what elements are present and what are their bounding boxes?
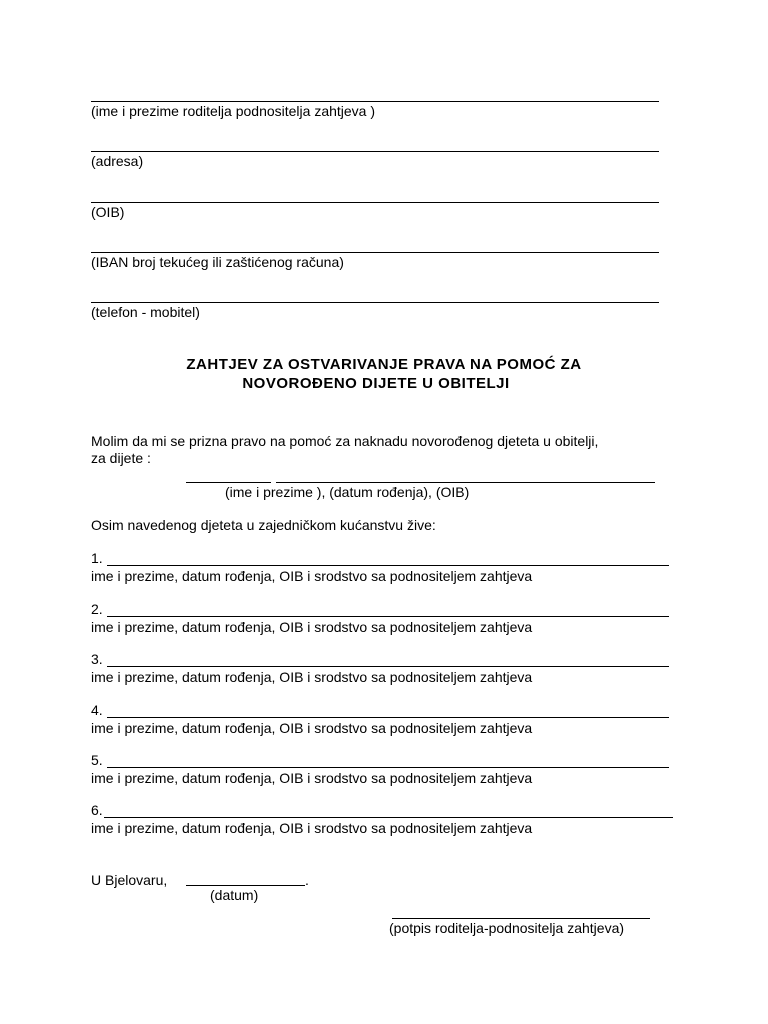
member-2-line[interactable]	[107, 616, 669, 617]
place-label: U Bjelovaru,	[91, 872, 168, 888]
member-4-caption: ime i prezime, datum rođenja, OIB i srodstvo sa podnositeljem zahtjeva	[91, 720, 533, 736]
phone-line[interactable]	[91, 302, 659, 303]
member-2-caption: ime i prezime, datum rođenja, OIB i srodstvo sa podnositeljem zahtjeva	[91, 619, 533, 635]
member-3-number: 3.	[91, 651, 103, 667]
signature-caption: (potpis roditelja-podnositelja zahtjeva)	[389, 920, 625, 936]
member-1-line[interactable]	[107, 565, 669, 566]
member-6-line[interactable]	[104, 817, 673, 818]
date-line[interactable]	[186, 885, 305, 886]
oib-line[interactable]	[91, 202, 659, 203]
member-5-number: 5.	[91, 752, 103, 768]
request-text-line-2: za dijete :	[91, 450, 151, 466]
member-3-caption: ime i prezime, datum rođenja, OIB i srodstvo sa podnositeljem zahtjeva	[91, 669, 533, 685]
request-text-line-1: Molim da mi se prizna pravo na pomoć za naknadu novorođenog djeteta u obitelji,	[91, 433, 599, 449]
member-5-caption: ime i prezime, datum rođenja, OIB i srodstvo sa podnositeljem zahtjeva	[91, 770, 533, 786]
child-name-line[interactable]	[186, 482, 271, 483]
iban-label: (IBAN broj tekućeg ili zaštićenog računa)	[91, 254, 344, 270]
child-details-line[interactable]	[276, 482, 655, 483]
form-title-line-2: NOVOROĐENO DIJETE U OBITELJI	[242, 375, 510, 392]
member-6-number: 6.	[91, 802, 103, 818]
child-caption: (ime i prezime ), (datum rođenja), (OIB)	[225, 484, 470, 500]
form-title-line-1: ZAHTJEV ZA OSTVARIVANJE PRAVA NA POMOĆ ZA	[186, 356, 582, 373]
phone-label: (telefon - mobitel)	[91, 304, 200, 320]
member-1-caption: ime i prezime, datum rođenja, OIB i srodstvo sa podnositeljem zahtjeva	[91, 568, 533, 584]
oib-label: (OIB)	[91, 204, 125, 220]
household-intro: Osim navedenog djeteta u zajedničkom kućanstvu žive:	[91, 517, 436, 533]
member-5-line[interactable]	[107, 767, 669, 768]
member-6-caption: ime i prezime, datum rođenja, OIB i srodstvo sa podnositeljem zahtjeva	[91, 820, 533, 836]
member-3-line[interactable]	[107, 666, 669, 667]
date-period: .	[305, 872, 309, 888]
member-2-number: 2.	[91, 601, 103, 617]
parent-name-line[interactable]	[91, 101, 659, 102]
member-4-line[interactable]	[107, 717, 669, 718]
date-caption: (datum)	[210, 887, 259, 903]
iban-line[interactable]	[91, 252, 659, 253]
parent-name-label: (ime i prezime roditelja podnositelja zahtjeva )	[91, 103, 376, 119]
address-label: (adresa)	[91, 153, 144, 169]
address-line[interactable]	[91, 151, 659, 152]
signature-line[interactable]	[392, 918, 650, 919]
member-4-number: 4.	[91, 702, 103, 718]
member-1-number: 1.	[91, 550, 103, 566]
